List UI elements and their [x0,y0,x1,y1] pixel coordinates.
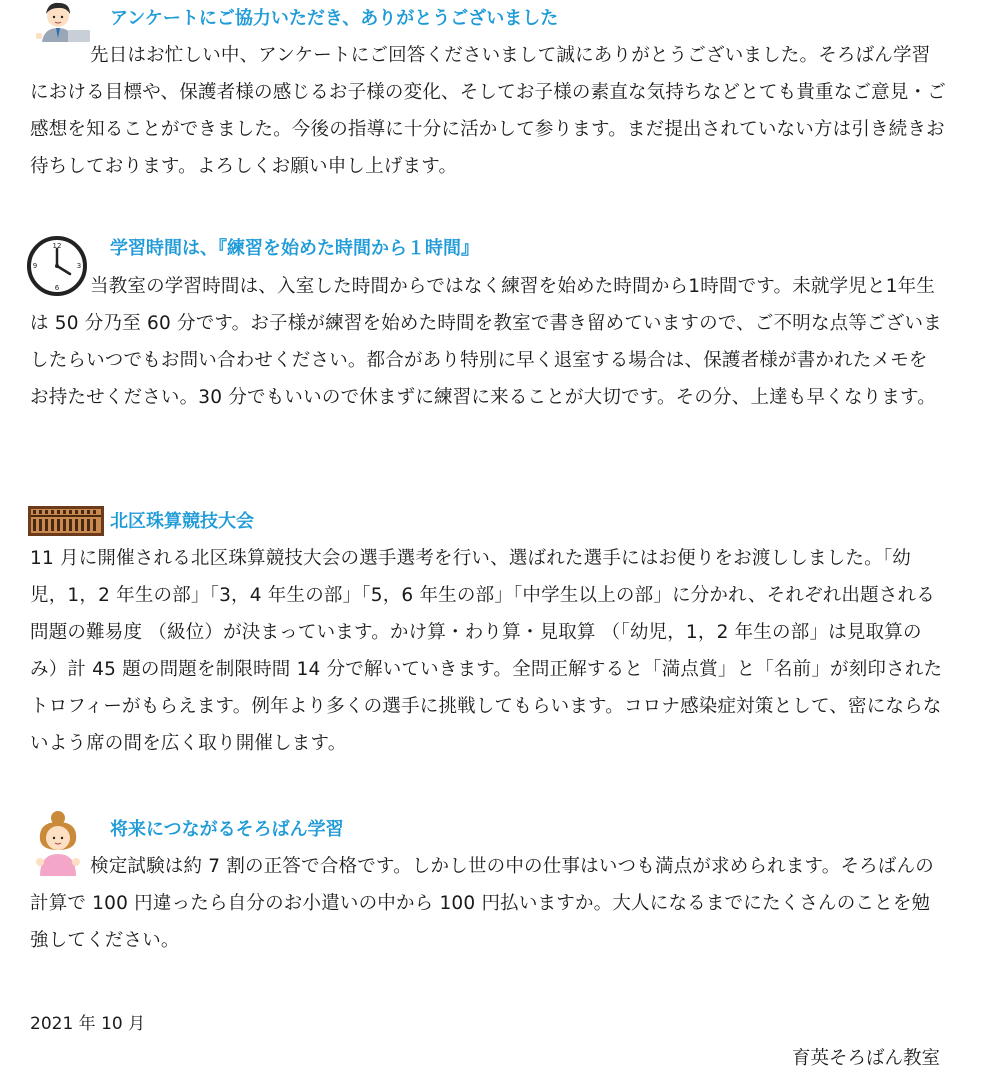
section-title: アンケートにご協力いただき、ありがとうございました [110,8,559,29]
section-title: 北区珠算競技大会 [110,511,254,532]
organization-name: 育英そろばん教室 [791,1048,940,1069]
svg-text:12: 12 [52,242,62,250]
svg-text:3: 3 [76,262,82,270]
issue-date: 2021 年 10 月 [30,1014,146,1034]
section-body [30,268,946,416]
section-title: 学習時間は、『練習を始めた時間から１時間』 [110,238,479,259]
abacus-icon [28,506,104,536]
section-body-text: 11 月に開催される北区珠算競技大会の選手選考を行い、選ばれた選手にはお便りをお渡ししました。「幼児，1，2 年生の部」「3，4 年生の部」「5，6 年生の部」「中学生以上の部」に分かれ、それぞれ出題される問題の難易度 （級位）が決まっています。かけ算・わり算・見取算 （「幼児，1，2 年生の部」は見取算のみ）計 45 題の問題を制限時間 14 分で解いていきます。全問正解すると「満点賞」と「名前」が刻印されたトロフィーがもらえます。例年より多くの選手に挑戦してもらいます。コロナ感染症対策として、密にならないよう席の間を広く取り開催します。 [30,548,943,754]
svg-text:6: 6 [54,284,60,292]
section-body [30,848,946,959]
svg-text:9: 9 [32,262,38,270]
section-body-text: 先日はお忙しい中、アンケートにご回答くださいまして誠にありがとうございました。そろばん学習における目標や、保護者様の感じるお子様の変化、そしてお子様の素直な気持ちなどとても貴重なご意見・ご感想を知ることができました。今後の指導に十分に活かして参ります。まだ提出されていない方は引き続きお待ちしております。よろしくお願い申し上げます。 [30,45,946,177]
section-body-text: 当教室の学習時間は、入室した時間からではなく練習を始めた時間から1時間です。未就学児と1年生は 50 分乃至 60 分です。お子様が練習を始めた時間を教室で書き留めていますので、ご不明な点等ございましたらいつでもお問い合わせください。都合があり特別に早く退室する場合は、保護者様が書かれたメモをお持たせください。30 分でもいいので休まずに練習に来ることが大切です。その分、上達も早くなります。 [30,276,942,408]
section-body [30,540,946,762]
section-body-text: 検定試験は約 7 割の正答で合格です。しかし世の中の仕事はいつも満点が求められます。そろばんの計算で 100 円違ったら自分のお小遣いの中から 100 円払いますか。大人になるまでにたくさんのことを勉強してください。 [30,856,934,951]
section-title: 将来につながるそろばん学習 [110,819,344,840]
businessman-icon [28,0,92,42]
section-body [30,37,946,185]
